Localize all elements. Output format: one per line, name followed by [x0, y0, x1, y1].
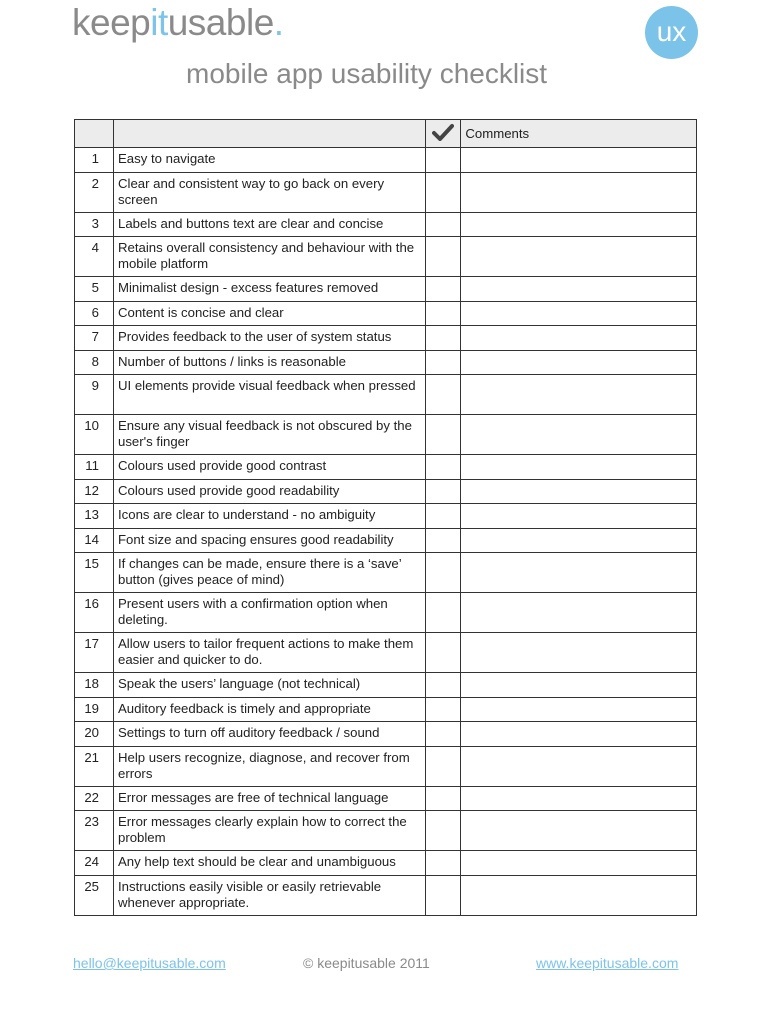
row-number: 20 — [75, 722, 114, 747]
row-check-cell[interactable] — [426, 148, 461, 173]
table-row — [75, 504, 697, 529]
row-item-text: UI elements provide visual feedback when pressed — [113, 375, 425, 415]
row-comments-cell[interactable] — [461, 697, 697, 722]
row-comments-cell[interactable] — [461, 633, 697, 673]
row-number: 7 — [75, 326, 114, 351]
row-item-text: Help users recognize, diagnose, and recover from errors — [113, 746, 425, 786]
row-check-cell[interactable] — [426, 172, 461, 212]
header-check-cell — [426, 120, 461, 148]
brand-logo — [72, 2, 284, 44]
row-number: 17 — [75, 633, 114, 673]
row-number: 10 — [75, 415, 114, 455]
row-number: 23 — [75, 811, 114, 851]
row-item-text: Speak the users’ language (not technical) — [113, 673, 425, 698]
header-comments-cell: Comments — [461, 120, 697, 148]
row-check-cell[interactable] — [426, 528, 461, 553]
row-check-cell[interactable] — [426, 504, 461, 529]
table-row — [75, 455, 697, 480]
page-title: mobile app usability checklist — [186, 58, 548, 89]
row-comments-cell[interactable] — [461, 212, 697, 237]
ux-badge: ux — [645, 6, 698, 59]
row-item-text: Allow users to tailor frequent actions to make them easier and quicker to do. — [113, 633, 425, 673]
row-item-text: Number of buttons / links is reasonable — [113, 350, 425, 375]
row-number: 21 — [75, 746, 114, 786]
row-check-cell[interactable] — [426, 237, 461, 277]
table-row — [75, 148, 697, 173]
row-item-text: Present users with a confirmation option when deleting. — [113, 593, 425, 633]
row-number: 6 — [75, 301, 114, 326]
row-item-text: Font size and spacing ensures good readability — [113, 528, 425, 553]
table-row — [75, 415, 697, 455]
row-comments-cell[interactable] — [461, 593, 697, 633]
checkmark-icon — [432, 123, 454, 141]
table-row — [75, 697, 697, 722]
row-item-text: Minimalist design - excess features removed — [113, 277, 425, 302]
row-number: 14 — [75, 528, 114, 553]
table-row — [75, 172, 697, 212]
logo-dot: . — [273, 2, 284, 43]
row-check-cell[interactable] — [426, 455, 461, 480]
row-number: 5 — [75, 277, 114, 302]
row-number: 9 — [75, 375, 114, 415]
usability-checklist-table — [74, 119, 697, 916]
row-comments-cell[interactable] — [461, 504, 697, 529]
row-check-cell[interactable] — [426, 350, 461, 375]
row-item-text: If changes can be made, ensure there is a ‘save’ button (gives peace of mind) — [113, 553, 425, 593]
table-row — [75, 528, 697, 553]
row-check-cell[interactable] — [426, 786, 461, 811]
row-number: 11 — [75, 455, 114, 480]
row-comments-cell[interactable] — [461, 172, 697, 212]
row-comments-cell[interactable] — [461, 237, 697, 277]
row-comments-cell[interactable] — [461, 746, 697, 786]
table-row — [75, 350, 697, 375]
row-comments-cell[interactable] — [461, 415, 697, 455]
header-num-cell — [75, 120, 114, 148]
table-row — [75, 479, 697, 504]
row-item-text: Error messages are free of technical language — [113, 786, 425, 811]
table-row — [75, 673, 697, 698]
row-item-text: Colours used provide good readability — [113, 479, 425, 504]
row-check-cell[interactable] — [426, 277, 461, 302]
table-header-row — [75, 120, 697, 148]
row-comments-cell[interactable] — [461, 553, 697, 593]
row-number: 4 — [75, 237, 114, 277]
logo-text-keep: keep — [72, 2, 151, 43]
table-row — [75, 875, 697, 915]
header-item-cell — [113, 120, 425, 148]
row-item-text: Clear and consistent way to go back on every screen — [113, 172, 425, 212]
row-number: 25 — [75, 875, 114, 915]
row-comments-cell[interactable] — [461, 350, 697, 375]
row-number: 8 — [75, 350, 114, 375]
row-item-text: Auditory feedback is timely and appropriate — [113, 697, 425, 722]
row-item-text: Icons are clear to understand - no ambiguity — [113, 504, 425, 529]
row-item-text: Settings to turn off auditory feedback / sound — [113, 722, 425, 747]
row-number: 3 — [75, 212, 114, 237]
row-item-text: Content is concise and clear — [113, 301, 425, 326]
row-check-cell[interactable] — [426, 673, 461, 698]
row-check-cell[interactable] — [426, 851, 461, 876]
row-comments-cell[interactable] — [461, 875, 697, 915]
row-number: 18 — [75, 673, 114, 698]
table-row — [75, 553, 697, 593]
row-comments-cell[interactable] — [461, 811, 697, 851]
table-row — [75, 277, 697, 302]
row-comments-cell[interactable] — [461, 673, 697, 698]
row-check-cell[interactable] — [426, 811, 461, 851]
row-item-text: Retains overall consistency and behaviour with the mobile platform — [113, 237, 425, 277]
row-number: 13 — [75, 504, 114, 529]
footer-copyright: © keepitusable 2011 — [303, 955, 430, 971]
row-comments-cell[interactable] — [461, 786, 697, 811]
row-comments-cell[interactable] — [461, 148, 697, 173]
row-item-text: Ensure any visual feedback is not obscured by the user's finger — [113, 415, 425, 455]
row-comments-cell[interactable] — [461, 455, 697, 480]
row-number: 15 — [75, 553, 114, 593]
row-number: 12 — [75, 479, 114, 504]
row-check-cell[interactable] — [426, 326, 461, 351]
row-comments-cell[interactable] — [461, 301, 697, 326]
table-row — [75, 633, 697, 673]
row-item-text: Provides feedback to the user of system status — [113, 326, 425, 351]
row-comments-cell[interactable] — [461, 326, 697, 351]
row-check-cell[interactable] — [426, 697, 461, 722]
table-row — [75, 722, 697, 747]
row-number: 24 — [75, 851, 114, 876]
row-check-cell[interactable] — [426, 212, 461, 237]
table-row — [75, 212, 697, 237]
row-check-cell[interactable] — [426, 633, 461, 673]
row-comments-cell[interactable] — [461, 528, 697, 553]
row-comments-cell[interactable] — [461, 851, 697, 876]
table-row — [75, 593, 697, 633]
row-check-cell[interactable] — [426, 415, 461, 455]
row-number: 1 — [75, 148, 114, 173]
row-check-cell[interactable] — [426, 722, 461, 747]
row-number: 2 — [75, 172, 114, 212]
row-comments-cell[interactable] — [461, 479, 697, 504]
row-check-cell[interactable] — [426, 875, 461, 915]
footer-website-link[interactable]: www.keepitusable.com — [536, 955, 679, 971]
row-check-cell[interactable] — [426, 375, 461, 415]
row-check-cell[interactable] — [426, 553, 461, 593]
table-row — [75, 301, 697, 326]
row-check-cell[interactable] — [426, 301, 461, 326]
row-item-text: Colours used provide good contrast — [113, 455, 425, 480]
row-comments-cell[interactable] — [461, 277, 697, 302]
logo-text-usable: usable — [167, 2, 274, 43]
row-check-cell[interactable] — [426, 479, 461, 504]
table-row — [75, 786, 697, 811]
table-row — [75, 237, 697, 277]
row-item-text: Error messages clearly explain how to correct the problem — [113, 811, 425, 851]
row-item-text: Any help text should be clear and unambiguous — [113, 851, 425, 876]
row-item-text: Easy to navigate — [113, 148, 425, 173]
row-check-cell[interactable] — [426, 746, 461, 786]
table-row — [75, 375, 697, 415]
table-row — [75, 851, 697, 876]
row-item-text: Instructions easily visible or easily retrievable whenever appropriate. — [113, 875, 425, 915]
table-row — [75, 746, 697, 786]
table-row — [75, 811, 697, 851]
row-number: 16 — [75, 593, 114, 633]
logo-text-it: it — [150, 2, 168, 43]
row-comments-cell[interactable] — [461, 722, 697, 747]
row-item-text: Labels and buttons text are clear and concise — [113, 212, 425, 237]
row-number: 22 — [75, 786, 114, 811]
row-number: 19 — [75, 697, 114, 722]
table-row — [75, 326, 697, 351]
row-check-cell[interactable] — [426, 593, 461, 633]
row-comments-cell[interactable] — [461, 375, 697, 415]
footer-email-link[interactable]: hello@keepitusable.com — [73, 955, 226, 971]
